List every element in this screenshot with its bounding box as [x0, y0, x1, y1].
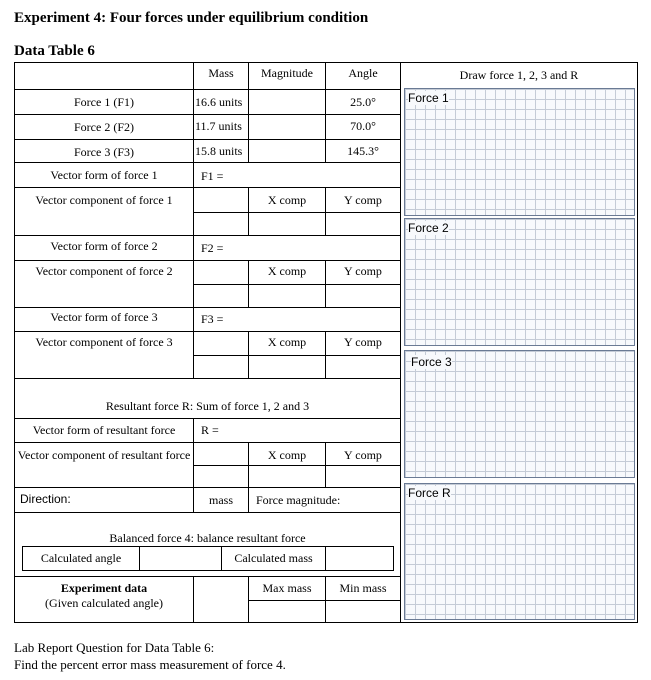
ycomp-3: Y comp [344, 335, 382, 349]
header-draw-text: Draw force 1, 2, 3 and R [459, 68, 579, 82]
grid-label-force-2: Force 2 [408, 221, 449, 235]
vector-comp-2: Vector component of force 2 [35, 264, 173, 278]
resultant-eq: R = [201, 423, 219, 437]
header-draw [401, 68, 637, 83]
given-angle-label: (Given calculated angle) [45, 596, 163, 610]
grid-force-2[interactable] [404, 218, 635, 346]
balanced-title: Balanced force 4: balance resultant force [109, 531, 306, 545]
vector-form-1: Vector form of force 1 [50, 168, 158, 182]
header-magnitude: Magnitude [261, 66, 313, 80]
header-angle: Angle [348, 66, 378, 80]
force1-angle: 25.0° [350, 95, 376, 109]
calc-mass-label: Calculated mass [234, 551, 313, 565]
grid-force-1[interactable] [404, 88, 635, 216]
exp-data-label: Experiment data [60, 581, 148, 595]
question-text: Find the percent error mass measurement of force 4. [14, 657, 286, 672]
force3-mass: 15.8 units [195, 144, 243, 158]
force1-mass: 16.6 units [195, 95, 243, 109]
ycomp-r: Y comp [344, 448, 382, 462]
vector-form-2: Vector form of force 2 [50, 239, 158, 253]
vector-eq-3: F3 = [201, 312, 224, 326]
vector-form-3: Vector form of force 3 [50, 310, 158, 324]
force2-mass: 11.7 units [195, 119, 242, 133]
header-mass: Mass [208, 66, 234, 80]
force1-label: Force 1 (F1) [74, 95, 134, 109]
ycomp-2: Y comp [344, 264, 382, 278]
vector-eq-1: F1 = [201, 169, 224, 183]
force3-angle: 145.3° [347, 144, 379, 158]
force2-label: Force 2 (F2) [74, 120, 134, 134]
max-mass-label: Max mass [262, 581, 312, 595]
question-title: Lab Report Question for Data Table 6: [14, 640, 215, 655]
vector-eq-2: F2 = [201, 241, 224, 255]
resultant-comp-label: Vector component of resultant force [17, 448, 191, 462]
xcomp-1: X comp [267, 193, 307, 207]
force2-angle: 70.0° [350, 119, 376, 133]
force-magnitude-label: Force magnitude: [256, 493, 341, 507]
resultant-form-label: Vector form of resultant force [32, 423, 176, 437]
grid-label-force-1: Force 1 [408, 91, 449, 105]
calc-angle-label: Calculated angle [40, 551, 122, 565]
table-title: Data Table 6 [14, 43, 95, 59]
force3-label: Force 3 (F3) [74, 145, 134, 159]
grid-force-3[interactable] [404, 350, 635, 478]
vector-comp-1: Vector component of force 1 [35, 193, 173, 207]
grid-label-force-3: Force 3 [411, 355, 452, 369]
min-mass-label: Min mass [339, 581, 387, 595]
page-title: Experiment 4: Four forces under equilibrium condition [14, 10, 369, 26]
xcomp-r: X comp [267, 448, 307, 462]
xcomp-3: X comp [267, 335, 307, 349]
direction-label: Direction: [20, 492, 71, 506]
xcomp-2: X comp [267, 264, 307, 278]
vector-comp-3: Vector component of force 3 [35, 335, 173, 349]
ycomp-1: Y comp [344, 193, 382, 207]
resultant-title: Resultant force R: Sum of force 1, 2 and 3 [105, 399, 310, 413]
grid-label-force-r: Force R [408, 486, 451, 500]
mass-label: mass [209, 493, 233, 507]
grid-force-r[interactable] [404, 483, 635, 620]
